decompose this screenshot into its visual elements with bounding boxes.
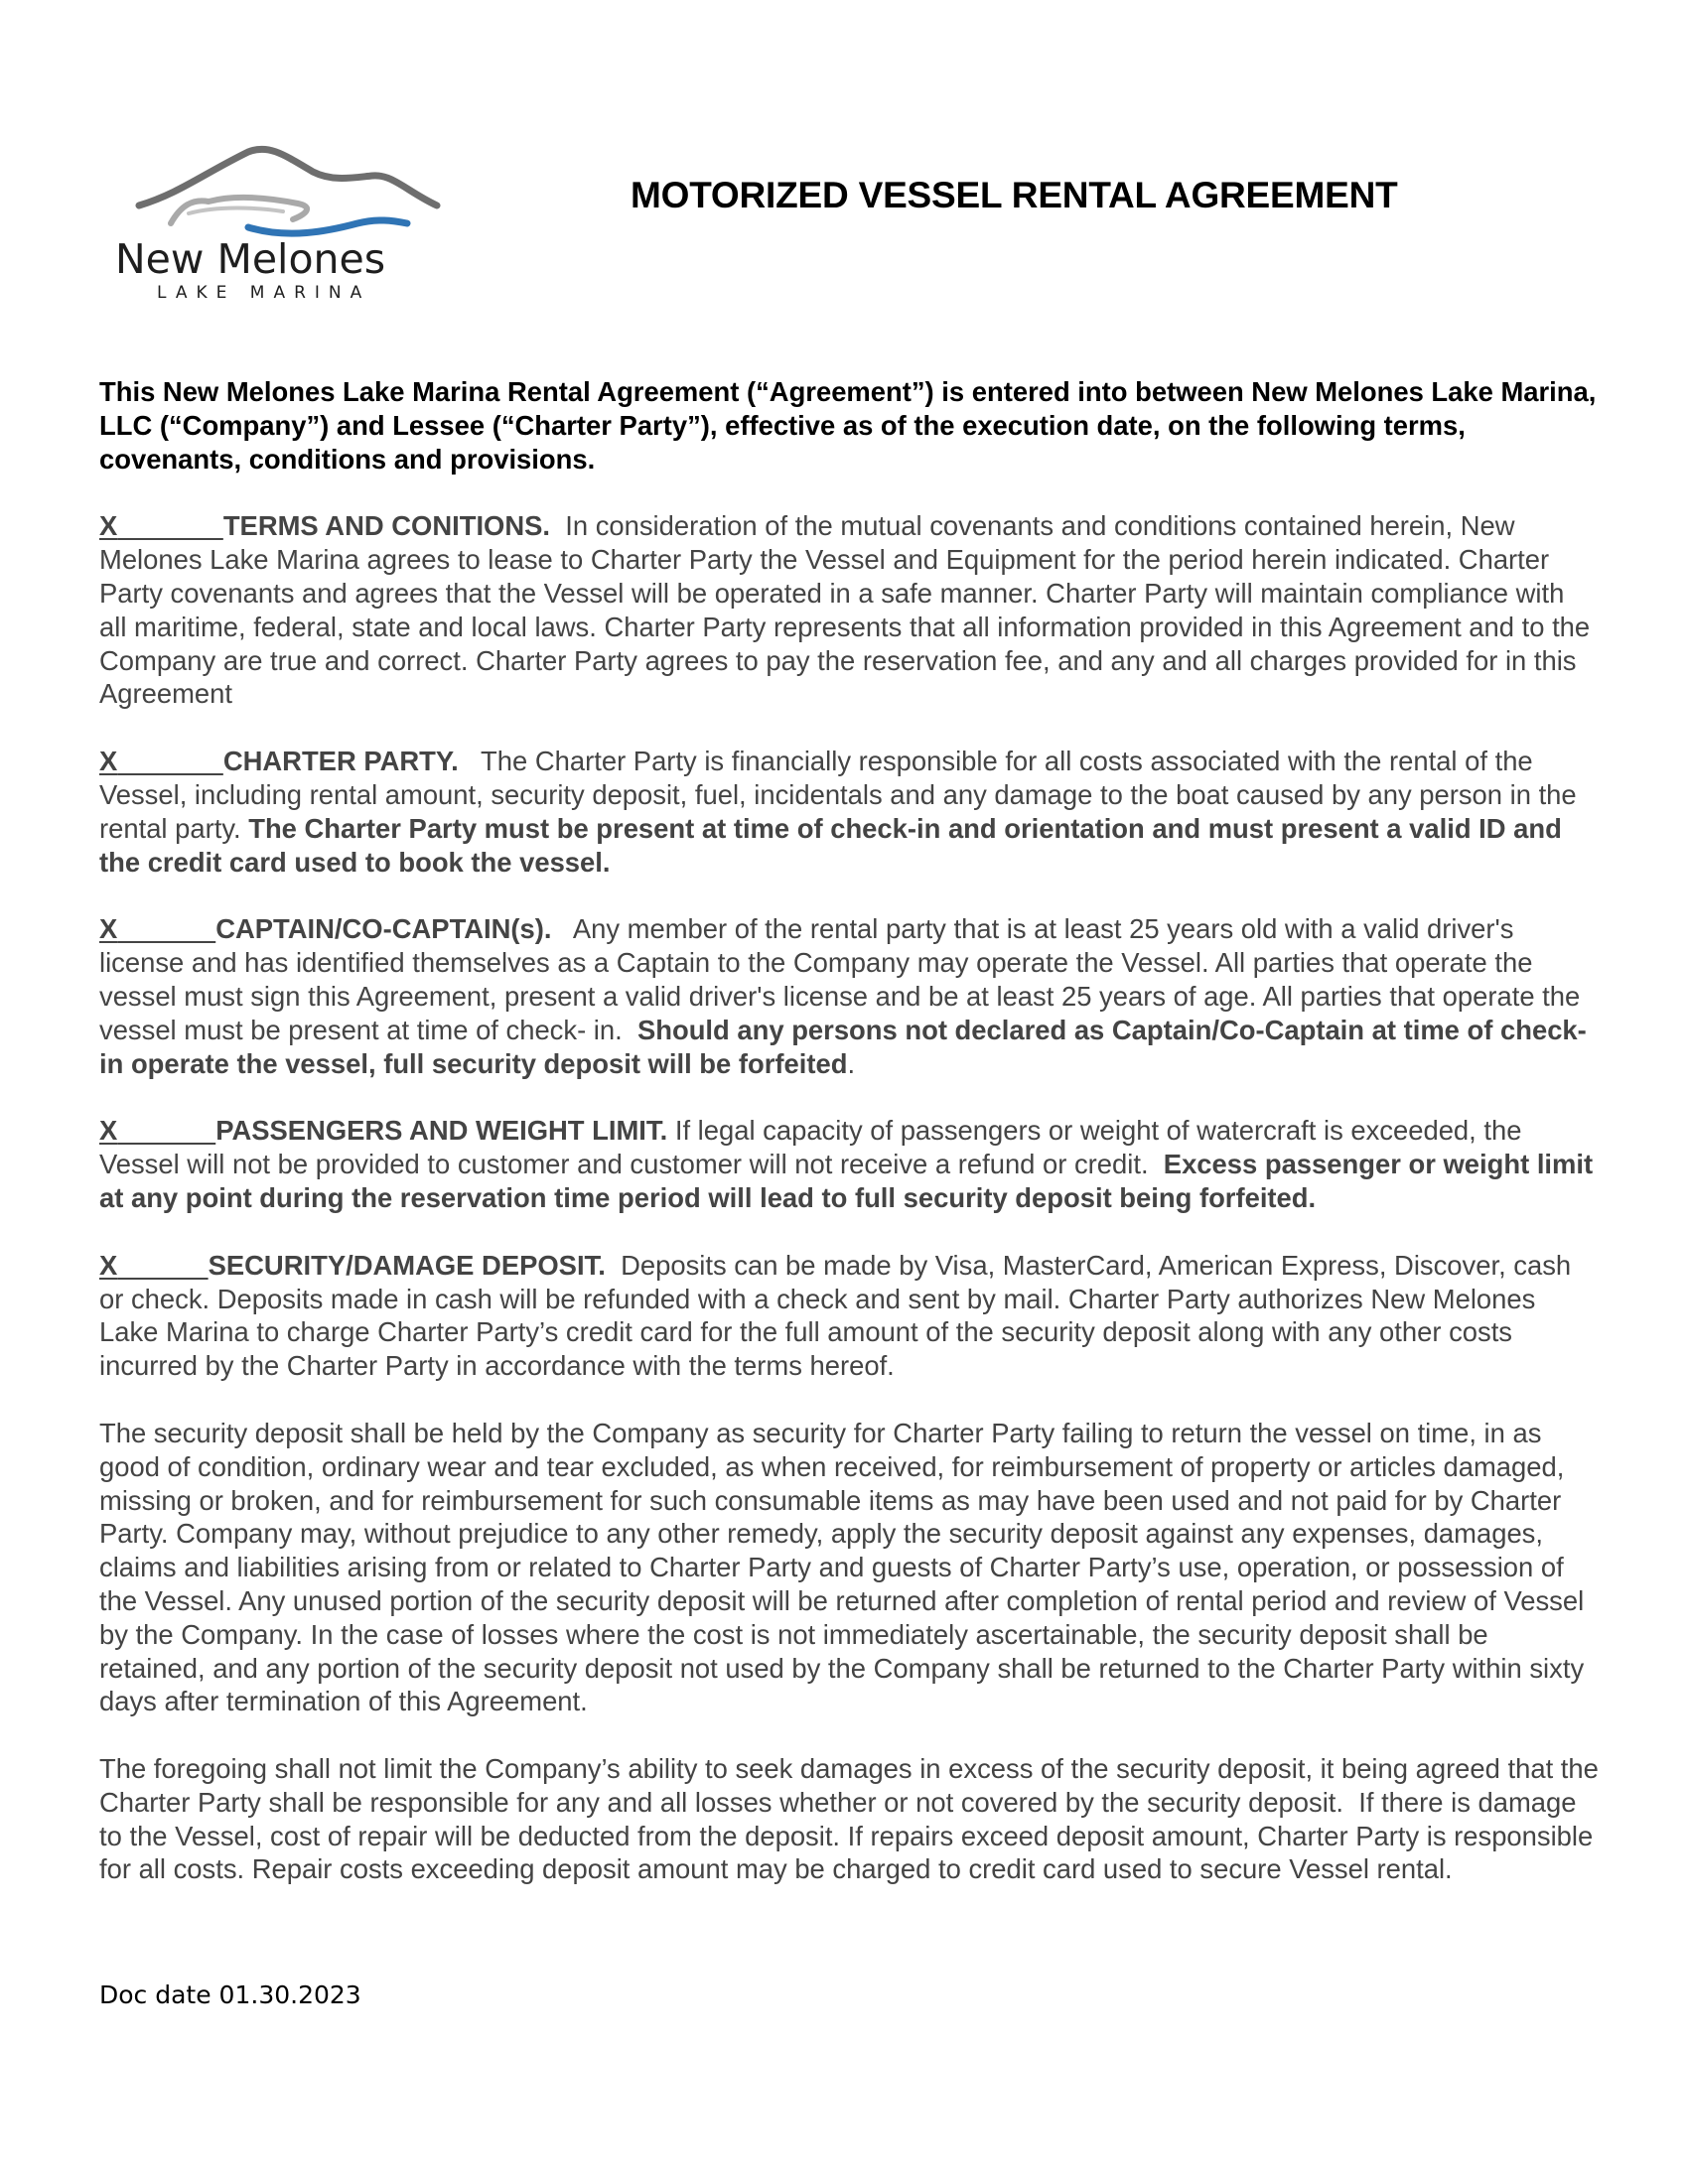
damages-paragraph: The foregoing shall not limit the Company’s ability to seek damages in excess of the security deposit, it being agreed that the Charter Party shall be responsible for any and all losses whether or not covered by the security deposit. If there is damage to the Vessel, cost of repair will be deducted from the deposit. If repairs exceed deposit amount, Charter Party is responsible for all costs. Repair costs exceeding deposit amount may be charged to credit card used to secure Vessel rental.: [99, 1753, 1599, 1885]
initial-blank[interactable]: [117, 913, 215, 944]
section-captain: [99, 912, 1599, 1080]
section-passengers: [99, 1114, 1599, 1214]
logo-subtitle: LAKE MARINA: [157, 283, 371, 303]
doc-date: Doc date 01.30.2023: [99, 1980, 361, 2009]
initial-blank[interactable]: [117, 1115, 215, 1146]
document-title: MOTORIZED VESSEL RENTAL AGREEMENT: [631, 175, 1398, 215]
logo-name: New Melones: [115, 235, 386, 283]
section-charter-party: [99, 745, 1599, 879]
initial-mark[interactable]: X: [99, 913, 118, 945]
initial-blank[interactable]: [117, 746, 223, 776]
initial-mark[interactable]: X: [99, 1249, 118, 1281]
section-heading: CAPTAIN/CO-CAPTAIN(s).: [215, 913, 552, 945]
section-emphasis: The Charter Party must be present at time of check-in and orientation and must present a valid ID and the credit card used to book the vessel.: [99, 812, 1562, 878]
section-terms: [99, 509, 1599, 711]
section-heading: SECURITY/DAMAGE DEPOSIT.: [208, 1249, 606, 1281]
section-trailing: .: [847, 1047, 856, 1079]
initial-blank[interactable]: [117, 1250, 208, 1281]
initial-blank[interactable]: [117, 510, 223, 541]
section-body: The Charter Party is financially responsible for all costs associated with the rental of the Vessel, including rental amount, security deposit, fuel, incidentals and any damage to the boat caused by any person in the rental party.: [99, 746, 1577, 844]
section-heading: CHARTER PARTY.: [222, 746, 459, 777]
initial-mark[interactable]: X: [99, 510, 118, 542]
initial-mark[interactable]: X: [99, 1115, 118, 1147]
section-heading: TERMS AND CONITIONS.: [222, 510, 551, 542]
initial-mark[interactable]: X: [99, 746, 118, 777]
section-body: Any member of the rental party that is at least 25 years old with a valid driver's license and has identified themselves as a Captain to the Company may operate the Vessel. All parties that operate the vessel must sign this Agreement, present a valid driver's license and be at least 25 years of age. All parties that operate the vessel must be present at time of check- in.: [99, 913, 1581, 1045]
section-body: In consideration of the mutual covenants and conditions contained herein, New Melones Lake Marina agrees to lease to Charter Party the Vessel and Equipment for the period herein indicated. Charter Party covenants and agrees that the Vessel will be operated in a safe manner. Charter Party will maintain compliance with all maritime, federal, state and local laws. Charter Party represents that all information provided in this Agreement and to the Company are true and correct. Charter Party agrees to pay the reservation fee, and any and all charges provided for in this Agreement: [99, 510, 1591, 710]
company-logo: [109, 144, 506, 303]
section-body: Deposits can be made by Visa, MasterCard, American Express, Discover, cash or check. Deposits made in cash will be refunded with a check and sent by mail. Charter Party authorizes New Melones Lake Marina to charge Charter Party’s credit card for the full amount of the security deposit along with any other costs incurred by the Charter Party in accordance with the terms hereof.: [99, 1249, 1572, 1382]
agreement-body: [99, 375, 1599, 1886]
section-emphasis: Should any persons not declared as Captain/Co-Captain at time of check-in operate the vessel, full security deposit will be forfeited: [99, 1014, 1587, 1079]
mountain-boat-water-icon: [109, 144, 447, 238]
section-body: If legal capacity of passengers or weight of watercraft is exceeded, the Vessel will not be provided to customer and customer will not receive a refund or credit.: [99, 1115, 1522, 1180]
intro-paragraph: This New Melones Lake Marina Rental Agreement (“Agreement”) is entered into between New Melones Lake Marina, LLC (“Company”) and Lessee (“Charter Party”), effective as of the execution date, on the following terms, covenants, conditions and provisions.: [99, 376, 1597, 475]
section-heading: PASSENGERS AND WEIGHT LIMIT.: [215, 1115, 668, 1147]
deposit-terms-paragraph: The security deposit shall be held by the Company as security for Charter Party failing to return the vessel on time, in as good of condition, ordinary wear and tear excluded, as when received, for reimbursement of property or articles damaged, missing or broken, and for reimbursement for such consumable items as may have been used and not paid for by Charter Party. Company may, without prejudice to any other remedy, apply the security deposit against any expenses, damages, claims and liabilities arising from or related to Charter Party and guests of Charter Party’s use, operation, or possession of the Vessel. Any unused portion of the security deposit will be returned after completion of rental period and review of Vessel by the Company. In the case of losses where the cost is not immediately ascertainable, the security deposit shall be retained, and any portion of the security deposit not used by the Company shall be returned to the Charter Party within sixty days after termination of this Agreement.: [99, 1417, 1585, 1717]
section-security-deposit: [99, 1249, 1599, 1383]
section-emphasis: Excess passenger or weight limit at any point during the reservation time period will lead to full security deposit being forfeited.: [99, 1149, 1594, 1213]
